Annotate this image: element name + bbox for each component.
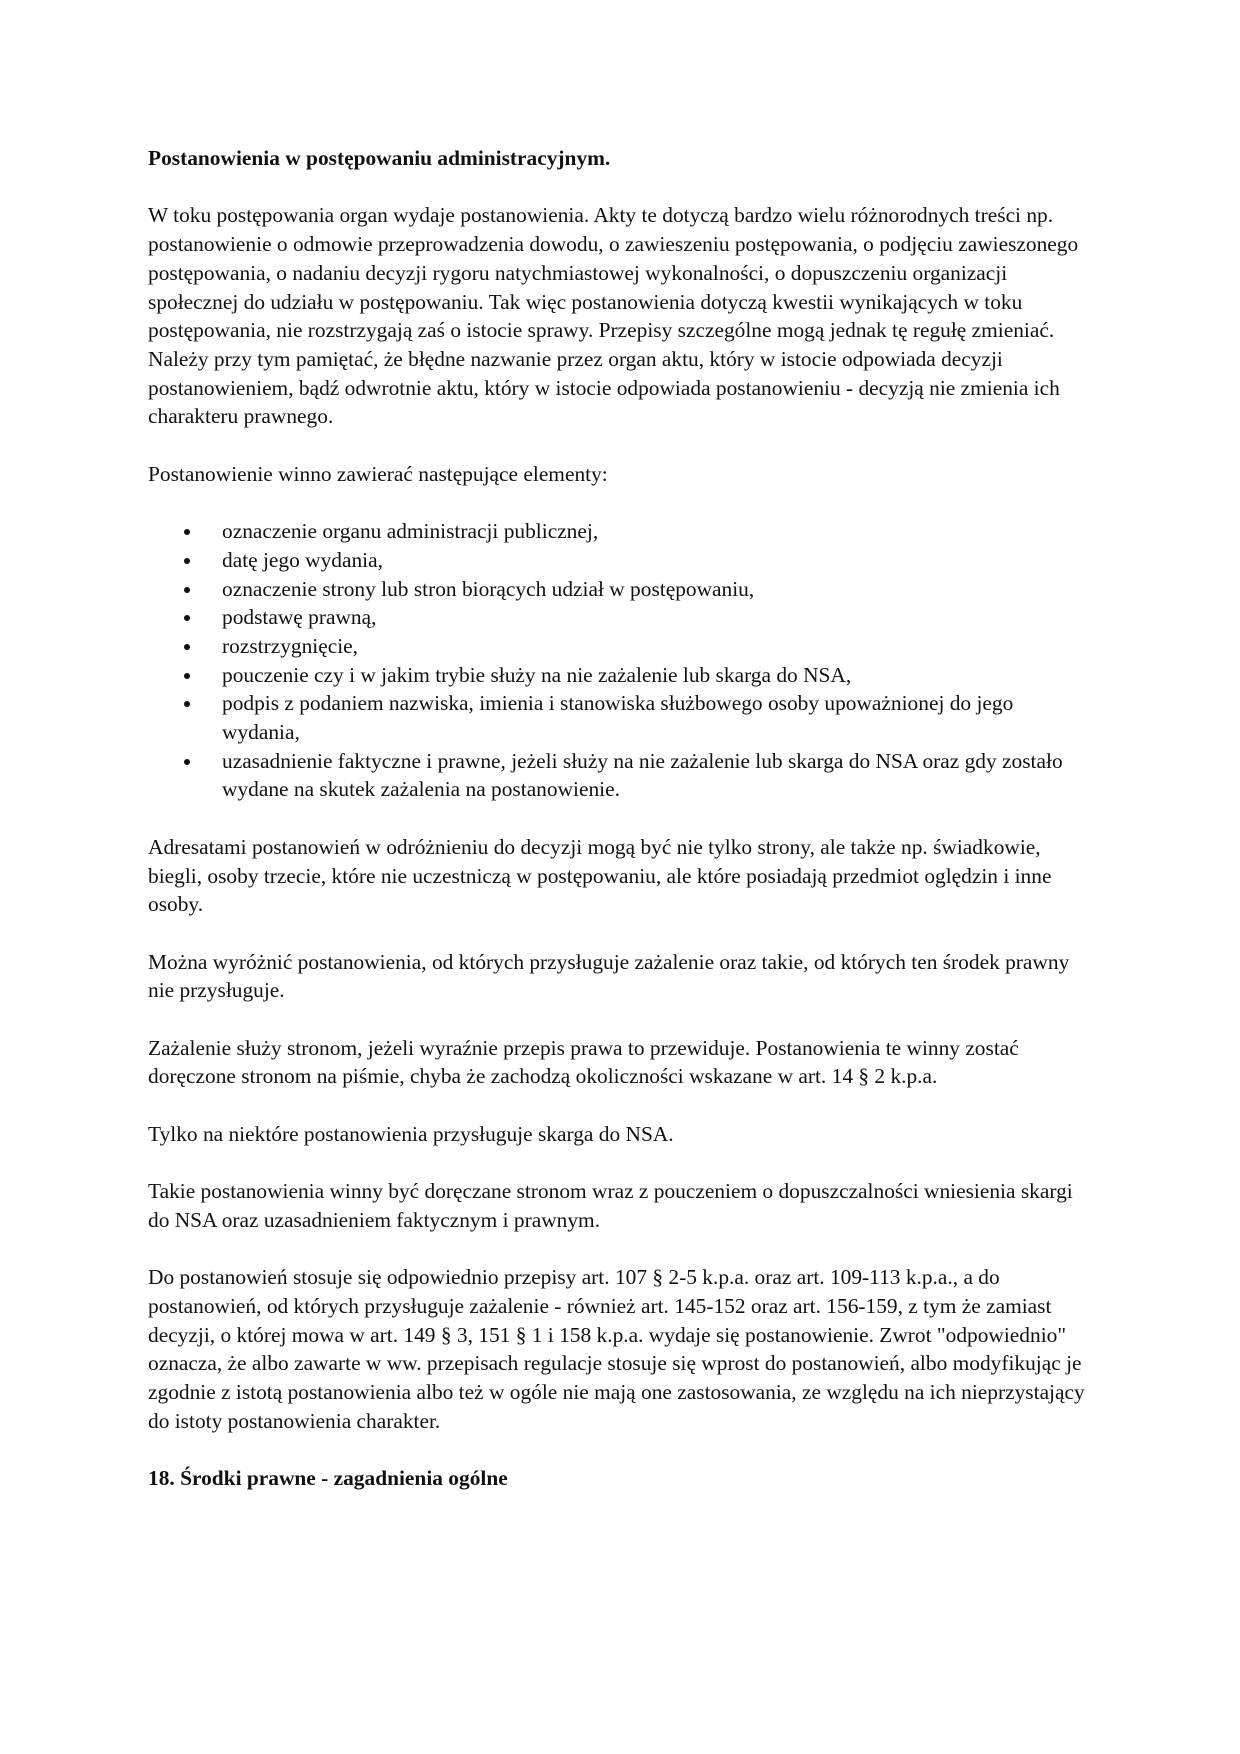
bullet-icon <box>184 701 190 707</box>
bullet-icon <box>184 529 190 535</box>
list-item <box>222 747 1093 804</box>
list-item <box>222 632 1093 661</box>
intro-paragraph: W toku postępowania organ wydaje postanowienia. Akty te dotyczą bardzo wielu różnorodnych treści np. postanowienie o odmowie przeprowadzenia dowodu, o zawieszeniu postępowania, o podjęciu zawieszonego postępowania, o nadaniu decyzji rygoru natychmiastowej wykonalności, o dopuszczeniu organizacji społecznej do udziału w postępowaniu. Tak więc postanowienia dotyczą kwestii wynikających w toku postępowania, nie rozstrzygają zaś o istocie sprawy. Przepisy szczególne mogą jednak tę regułę zmieniać. Należy przy tym pamiętać, że błędne nazwanie przez organ aktu, który w istocie odpowiada decyzji postanowieniem, bądź odwrotnie aktu, który w istocie odpowiada postanowieniu - decyzją nie zmienia ich charakteru prawnego. <box>148 203 1079 429</box>
bullet-icon <box>184 587 190 593</box>
list-item <box>222 603 1093 632</box>
list-item-text: datę jego wydania, <box>222 547 383 572</box>
list-item-text: rozstrzygnięcie, <box>222 633 358 658</box>
provisions-paragraph: Do postanowień stosuje się odpowiednio przepisy art. 107 § 2-5 k.p.a. oraz art. 109-113 k.p.a., a do postanowień, od których przysługuje zażalenie - również art. 145-152 oraz art. 156-159, z tym że zamiast decyzji, o której mowa w art. 149 § 3, 151 § 1 i 158 k.p.a. wydaje się postanowienie. Zwrot "odpowiednio" oznacza, że albo zawarte w ww. przepisach regulacje stosuje się wprost do postanowień, albo modyfikując je zgodnie z istotą postanowienia albo też w ogóle nie mają one zastosowania, ze względu na ich nieprzystający do istoty postanowienia charakter. <box>148 1265 1085 1433</box>
document-page <box>148 144 1093 1522</box>
nsa-paragraph: Tylko na niektóre postanowienia przysługuje skarga do NSA. <box>148 1121 674 1146</box>
elements-intro-paragraph: Postanowienie winno zawierać następujące elementy: <box>148 461 608 486</box>
list-item <box>222 546 1093 575</box>
section-heading: 18. Środki prawne - zagadnienia ogólne <box>148 1466 508 1491</box>
list-item-text: pouczenie czy i w jakim trybie służy na nie zażalenie lub skarga do NSA, <box>222 662 852 687</box>
list-item-text: oznaczenie organu administracji publicznej, <box>222 519 599 544</box>
list-item-text: podpis z podaniem nazwiska, imienia i stanowiska służbowego osoby upoważnionej do jego wydania, <box>222 691 1014 745</box>
elements-list <box>148 517 1093 804</box>
list-item-text: uzasadnienie faktyczne i prawne, jeżeli służy na nie zażalenie lub skarga do NSA oraz gdy zostało wydane na skutek zażalenia na postanowienie. <box>222 748 1063 802</box>
list-item <box>222 517 1093 546</box>
list-item <box>222 689 1093 746</box>
bullet-icon <box>184 759 190 765</box>
list-item <box>222 575 1093 604</box>
bullet-icon <box>184 644 190 650</box>
addressees-paragraph: Adresatami postanowień w odróżnieniu do decyzji mogą być nie tylko strony, ale także np. świadkowie, biegli, osoby trzecie, które nie uczestniczą w postępowaniu, ale które posiadają przedmiot oględzin i inne osoby. <box>148 834 1052 917</box>
bullet-icon <box>184 615 190 621</box>
delivery-paragraph: Takie postanowienia winny być doręczane stronom wraz z pouczeniem o dopuszczalności wniesienia skargi do NSA oraz uzasadnieniem faktycznym i prawnym. <box>148 1179 1073 1232</box>
document-heading: Postanowienia w postępowaniu administracyjnym. <box>148 146 611 170</box>
bullet-icon <box>184 558 190 564</box>
list-item-text: oznaczenie strony lub stron biorących udział w postępowaniu, <box>222 576 755 601</box>
bullet-icon <box>184 673 190 679</box>
types-paragraph: Można wyróżnić postanowienia, od których przysługuje zażalenie oraz takie, od których ten środek prawny nie przysługuje. <box>148 949 1070 1003</box>
complaint-paragraph: Zażalenie służy stronom, jeżeli wyraźnie przepis prawa to przewiduje. Postanowienia te winny zostać doręczone stronom na piśmie, chyba że zachodzą okoliczności wskazane w art. 14 § 2 k.p.a. <box>148 1035 1019 1089</box>
list-item-text: podstawę prawną, <box>222 605 377 630</box>
list-item <box>222 661 1093 690</box>
